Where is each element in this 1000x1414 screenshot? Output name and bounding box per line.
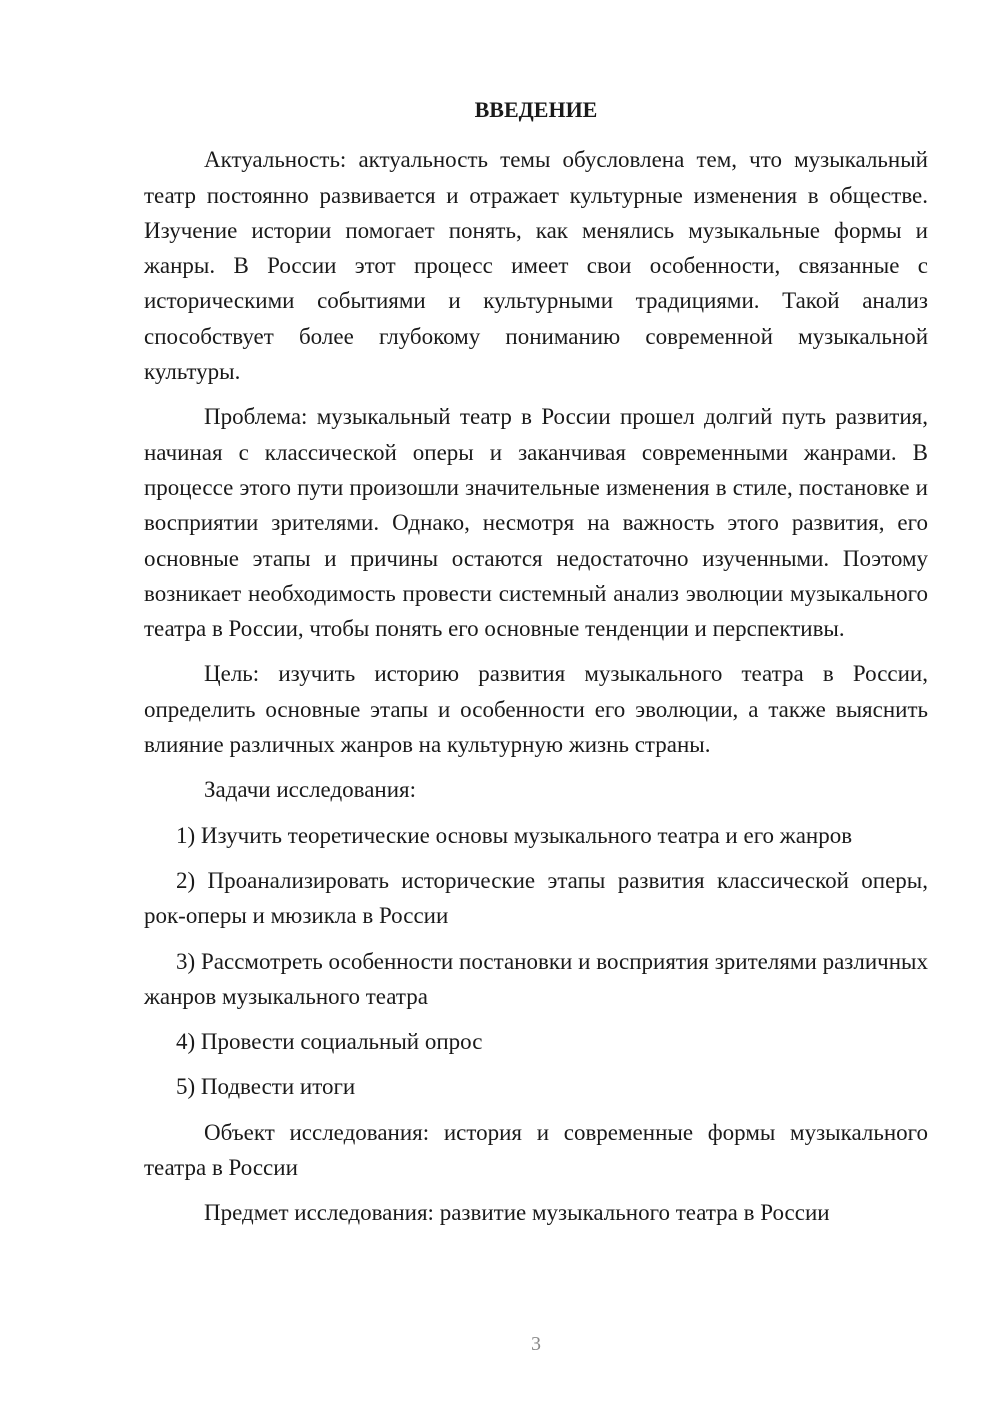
page-content: [144, 92, 928, 1241]
task-item-4: 4) Провести социальный опрос: [176, 1029, 483, 1055]
task-item-1: 1) Изучить теоретические основы музыкального театра и его жанров: [176, 822, 853, 848]
paragraph-problem: Проблема: музыкальный театр в России прошел долгий путь развития, начиная с классической оперы и заканчивая современными жанрами. В процессе этого пути произошли значительные изменения в стиле, постановке и восприятии зрителями. Однако, несмотря на важность этого развития, его основные этапы и причины остаются недостаточно изученными. Поэтому возникает необходимость провести системный анализ эволюции музыкального театра в России, чтобы понять его основные тенденции и перспективы.: [144, 404, 928, 642]
task-item-3: 3) Рассмотреть особенности постановки и восприятия зрителями различных жанров музыкального театра: [144, 948, 928, 1009]
task-item-2: 2) Проанализировать исторические этапы развития классической оперы, рок-оперы и мюзикла в России: [144, 867, 928, 929]
paragraph-goal: Цель: изучить историю развития музыкального театра в России, определить основные этапы и особенности его эволюции, а также выяснить влияние различных жанров на культурную жизнь страны.: [144, 661, 928, 758]
paragraph-object: Объект исследования: история и современные формы музыкального театра в России: [144, 1119, 928, 1181]
task-item-5: 5) Подвести итоги: [176, 1074, 356, 1100]
paragraph-subject: Предмет исследования: развитие музыкального театра в России: [204, 1200, 830, 1226]
paragraph-tasks-heading: Задачи исследования:: [204, 777, 417, 803]
section-title: ВВЕДЕНИЕ: [474, 97, 598, 122]
page-number: 3: [531, 1333, 541, 1355]
paragraph-relevance: Актуальность: актуальность темы обусловлена тем, что музыкальный театр постоянно развивается и отражает культурные изменения в обществе. Изучение истории помогает понять, как менялись музыкальные формы и жанры. В России этот процесс имеет свои особенности, связанные с историческими событиями и культурными традициями. Такой анализ способствует более глубокому пониманию современной музыкальной культуры.: [144, 147, 928, 385]
